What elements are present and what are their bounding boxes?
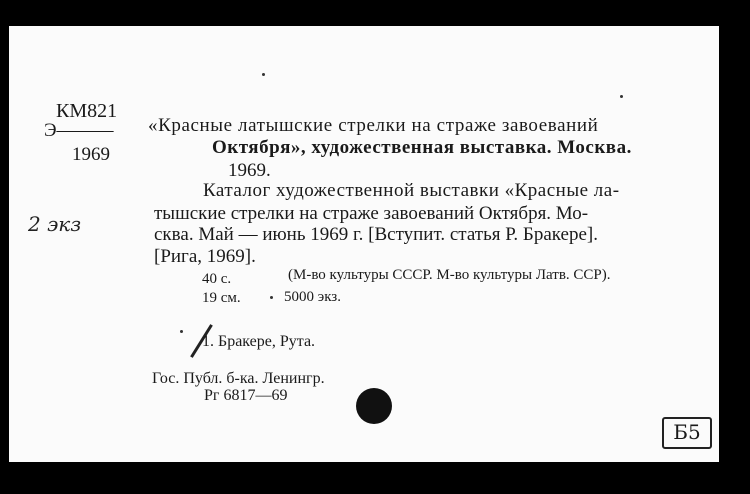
title-line-3: 1969. bbox=[228, 160, 271, 181]
library-name: Гос. Публ. б-ка. Ленингр. bbox=[152, 370, 325, 387]
call-number-year: 1969 bbox=[72, 144, 110, 165]
speck bbox=[262, 73, 265, 76]
speck bbox=[180, 330, 183, 333]
description-line-2: тышские стрелки на страже завоеваний Октября. Мо- bbox=[154, 203, 589, 224]
title-line-1: «Красные латышские стрелки на страже завоеваний bbox=[148, 115, 599, 136]
collation-size: 19 см. bbox=[202, 290, 241, 306]
ink-blot bbox=[356, 388, 392, 424]
library-number: Рг 6817—69 bbox=[204, 387, 288, 404]
title-line-2: Октября», художественная выставка. Москва. bbox=[212, 137, 632, 158]
dot-mark bbox=[270, 296, 273, 299]
speck bbox=[620, 95, 623, 98]
description-line-1: Каталог художественной выставки «Красные ла- bbox=[203, 180, 620, 201]
call-number-series: Э——— bbox=[44, 120, 114, 141]
description-line-3: сква. Май — июнь 1969 г. [Вступит. статья Р. Бракере]. bbox=[154, 224, 598, 245]
stamp-mark: Б5 bbox=[662, 417, 712, 449]
collation-print-run: 5000 экз. bbox=[284, 289, 341, 305]
collation-publisher-note: (М-во культуры СССР. М-во культуры Латв. ССР). bbox=[288, 267, 611, 283]
handwritten-copies-note: 2 экз bbox=[28, 212, 82, 236]
added-entry: 1. Бракере, Рута. bbox=[202, 333, 316, 350]
description-line-4: [Рига, 1969]. bbox=[154, 246, 256, 267]
call-number-code: КМ821 bbox=[56, 100, 118, 122]
collation-pages: 40 с. bbox=[202, 271, 232, 287]
